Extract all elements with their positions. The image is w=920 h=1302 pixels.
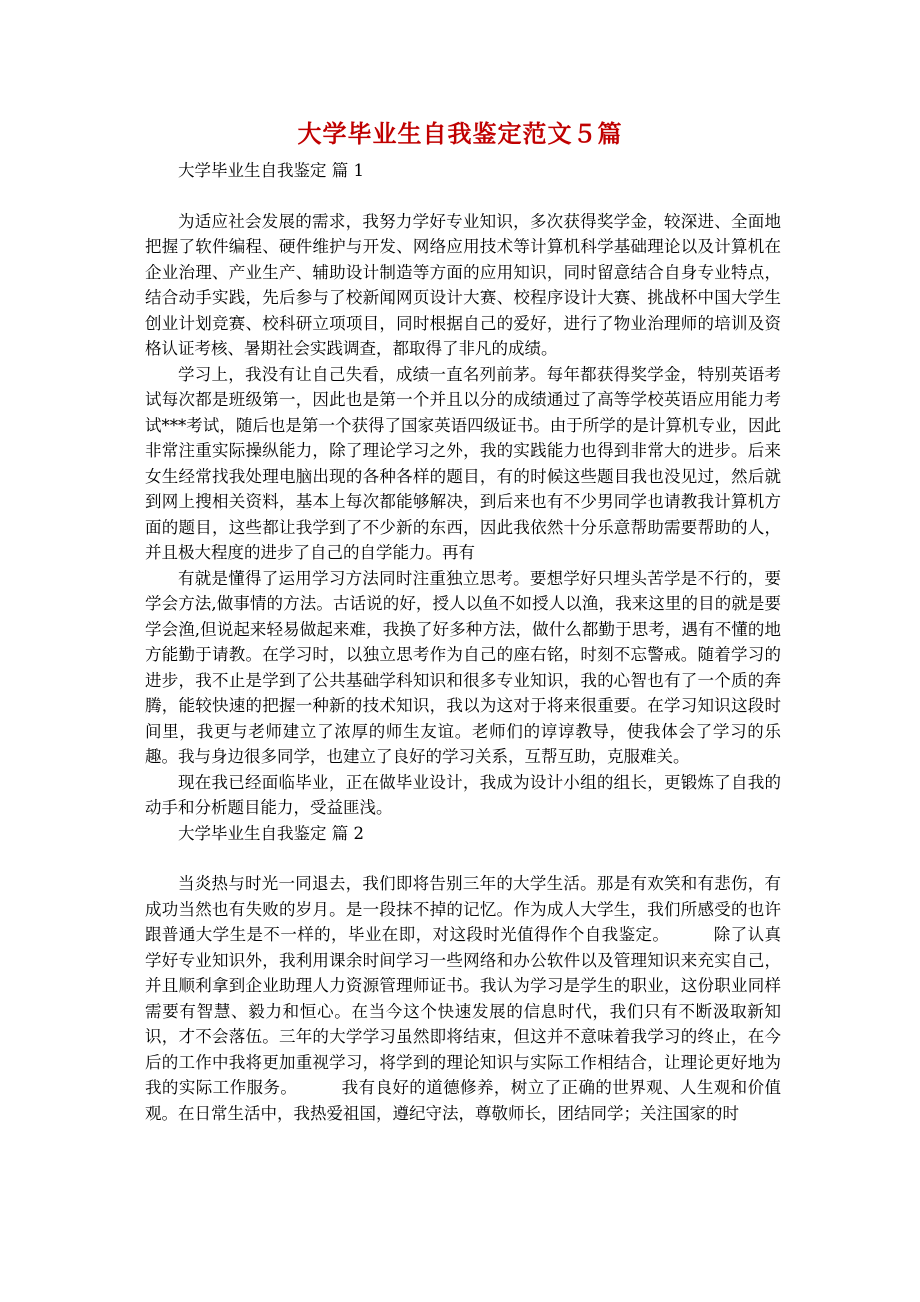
paragraph-part: 当炎热与时光一同退去，我们即将告别三年的大学生活。那是有欢笑和有悲伤，有成功当然也有失败的岁月。是一段抹不掉的记忆。作为成人大学生，我们所感受的也许跟普通大学生是不一样的，毕业在即，对这段时光值得作个自我鉴定。: [145, 874, 781, 944]
paragraph: 有就是懂得了运用学习方法同时注重独立思考。要想学好只埋头苦学是不行的，要学会方法,做事情的方法。古话说的好，授人以鱼不如授人以渔，我来这里的目的就是要学会渔,但说起来轻易做起来难，我换了好多种方法，做什么都勤于思考，遇有不懂的地方能勤于请教。在学习时，以独立思考作为自己的座右铭，时刻不忘警戒。随着学习的进步，我不止是学到了公共基础学科知识和很多专业知识，我的心智也有了一个质的奔腾，能较快速的把握一种新的技术知识，我以为这对于将来很重要。在学习知识这段时间里，我更与老师建立了浓厚的师生友谊。老师们的谆谆教导，使我体会了学习的乐趣。我与身边很多同学，也建立了良好的学习关系，互帮互助，克服难关。: [145, 568, 781, 766]
paragraph: 现在我已经面临毕业，正在做毕业设计，我成为设计小组的组长，更锻炼了自我的动手和分析题目能力，受益匪浅。: [145, 772, 781, 817]
paragraph: [145, 871, 781, 1126]
document-title: 大学毕业生自我鉴定范文５篇: [297, 120, 623, 148]
paragraph-part: 我有良好的道德修养，树立了正确的世界观、人生观和价值观。在日常生活中，我热爱祖国，遵纪守法，尊敬师长，团结同学；关注国家的时: [145, 1078, 782, 1123]
paragraph: 学习上，我没有让自己失看，成绩一直名列前茅。每年都获得奖学金，特别英语考试每次都是班级第一，因此也是第一个并且以分的成绩通过了高等学校英语应用能力考试***考试，随后也是第一个获得了国家英语四级证书。由于所学的是计算机专业，因此非常注重实际操纵能力，除了理论学习之外，我的实践能力也得到非常大的进步。后来女生经常找我处理电脑出现的各种各样的题目，有的时候这些题目我也没见过，然后就到网上搜相关资料，基本上每次都能够解决，到后来也有不少男同学也请教我计算机方面的题目，这些都让我学到了不少新的东西，因此我依然十分乐意帮助需要帮助的人，并且极大程度的进步了自己的自学能力。再有: [145, 364, 781, 562]
section-heading: 大学毕业生自我鉴定 篇 2: [178, 823, 364, 843]
paragraph-part: 除了认真学好专业知识外，我利用课余时间学习一些网络和办公软件以及管理知识来充实自己，并且顺利拿到企业助理人力资源管理师证书。我认为学习是学生的职业，这份职业同样需要有智慧、毅力和恒心。在当今这个快速发展的信息时代，我们只有不断汲取新知识，才不会落伍。三年的大学学习虽然即将结束，但这并不意味着我学习的终止，在今后的工作中我将更加重视学习，将学到的理论知识与实际工作相结合，让理论更好地为我的实际工作服务。: [145, 925, 782, 1097]
paragraph: 为适应社会发展的需求，我努力学好专业知识，多次获得奖学金，较深进、全面地把握了软件编程、硬件维护与开发、网络应用技术等计算机科学基础理论以及计算机在企业治理、产业生产、辅助设计制造等方面的应用知识，同时留意结合自身专业特点，结合动手实践，先后参与了校新闻网页设计大赛、校程序设计大赛、挑战杯中国大学生创业计划竞赛、校科研立项项目，同时根据自己的爱好，进行了物业治理师的培训及资格认证考核、暑期社会实践调查，都取得了非凡的成绩。: [145, 211, 781, 358]
section-heading: 大学毕业生自我鉴定 篇 1: [178, 161, 364, 180]
document-body: [145, 158, 781, 1126]
